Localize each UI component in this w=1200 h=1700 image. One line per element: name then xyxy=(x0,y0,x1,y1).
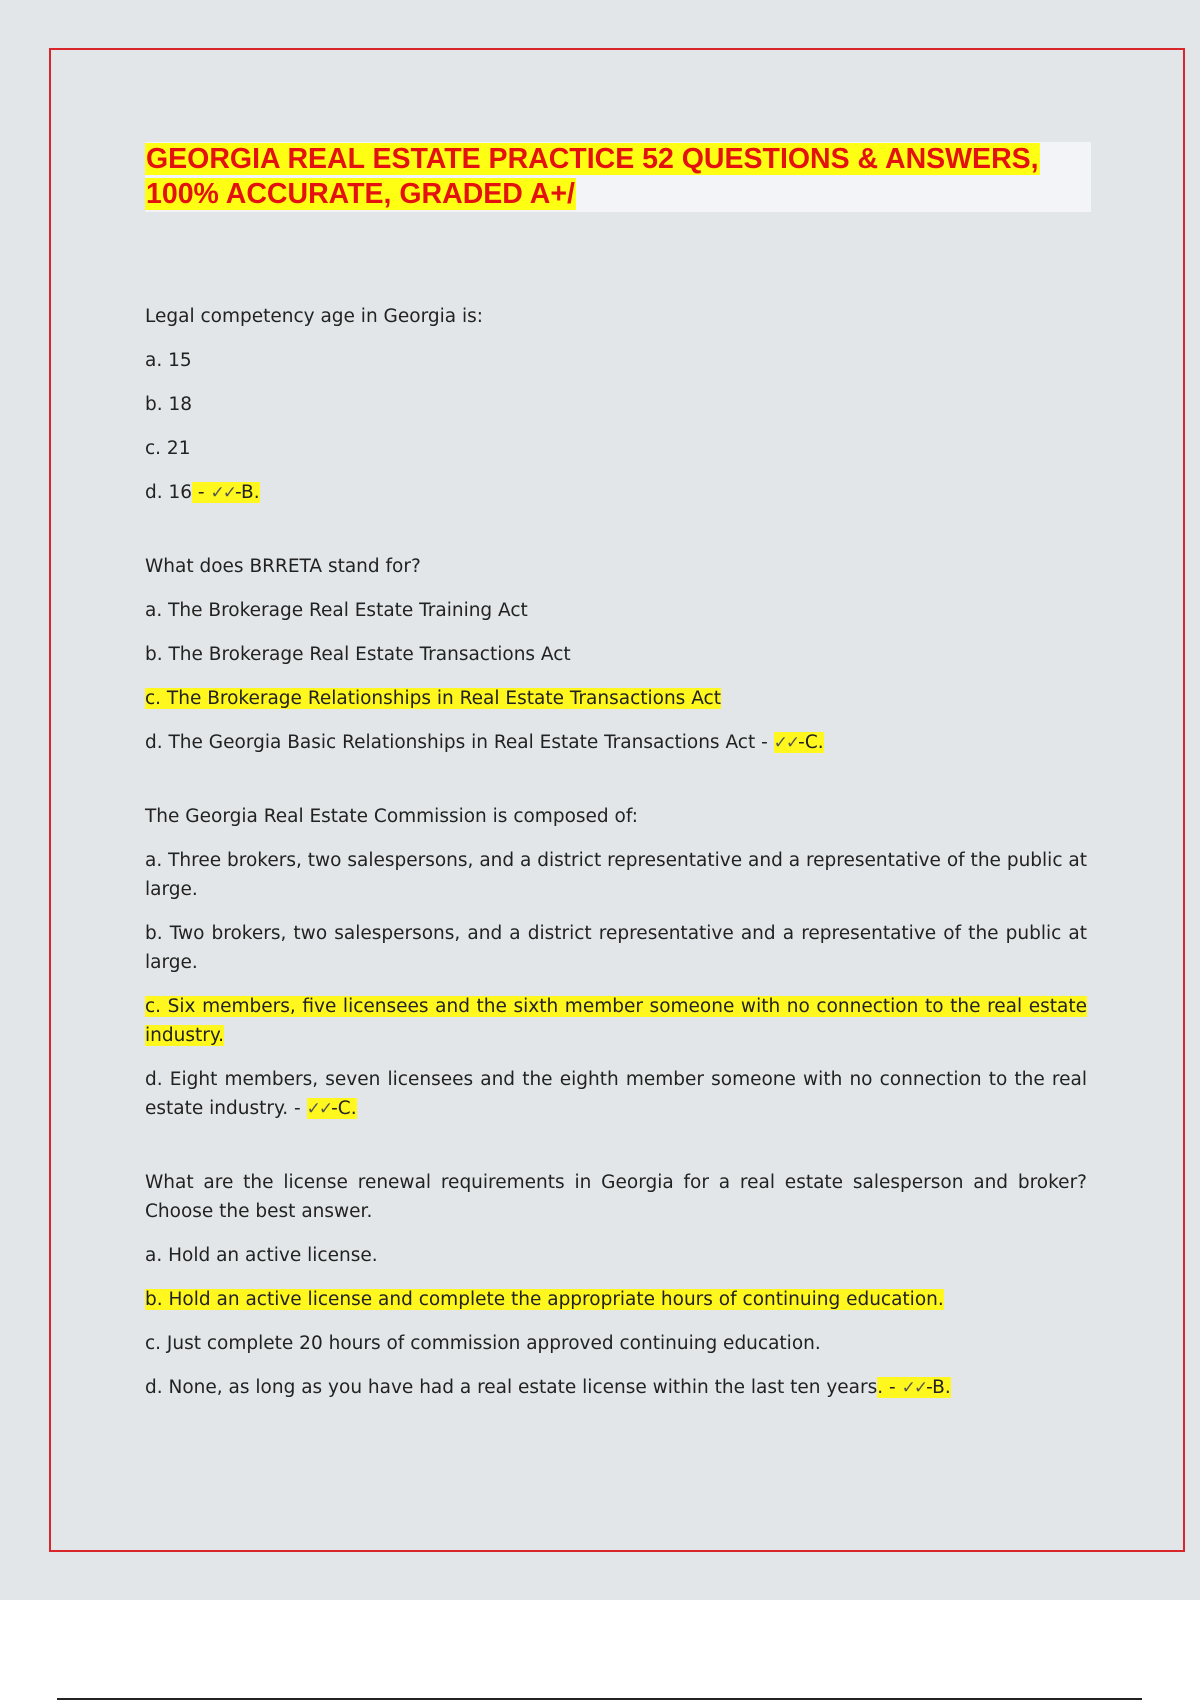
question-text: What are the license renewal requirements in Georgia for a real estate salesperson and broker? Choose the best answer. xyxy=(145,1172,1087,1222)
answer-marker xyxy=(877,1377,950,1398)
option-d-text: d. 16 xyxy=(145,482,193,503)
title-line-1: GEORGIA REAL ESTATE PRACTICE 52 QUESTIONS & ANSWERS, xyxy=(146,143,1039,175)
question-text: The Georgia Real Estate Commission is composed of: xyxy=(145,806,638,827)
option-d xyxy=(145,478,1087,508)
answer-letter: B. xyxy=(241,482,260,503)
answer-letter: C. xyxy=(804,732,824,753)
option-d-text: d. The Georgia Basic Relationships in Real Estate Transactions Act xyxy=(145,732,756,753)
question-text: What does BRRETA stand for? xyxy=(145,556,421,577)
title-line-2: 100% ACCURATE, GRADED A+/ xyxy=(146,178,575,210)
answer-prefix: - xyxy=(755,732,774,753)
option-c xyxy=(145,684,1087,713)
option-b xyxy=(145,1285,1087,1314)
double-check-icon: ✓✓ xyxy=(306,1099,332,1119)
option-b: b. The Brokerage Real Estate Transactions Act xyxy=(145,644,571,665)
questions-content xyxy=(145,302,1087,1447)
answer-letter: B. xyxy=(932,1377,951,1398)
question-1 xyxy=(145,302,1087,508)
question-3 xyxy=(145,802,1087,1124)
answer-letter: C. xyxy=(337,1098,357,1119)
option-c-text: c. Six members, five licensees and the sixth member someone with no connection to the real estate industry. xyxy=(145,996,1087,1046)
option-b-text: b. Hold an active license and complete the appropriate hours of continuing education. xyxy=(145,1289,944,1310)
answer-separator: - xyxy=(234,482,242,503)
double-check-icon: ✓✓ xyxy=(773,733,799,753)
option-c-text: c. The Brokerage Relationships in Real Estate Transactions Act xyxy=(145,688,721,709)
question-2 xyxy=(145,552,1087,758)
option-c: c. Just complete 20 hours of commission approved continuing education. xyxy=(145,1333,821,1354)
option-a: a. 15 xyxy=(145,350,192,371)
double-check-icon: ✓✓ xyxy=(901,1378,927,1398)
question-text: Legal competency age in Georgia is: xyxy=(145,306,483,327)
option-a: a. Three brokers, two salespersons, and a district representative and a representative of the public at large. xyxy=(145,850,1087,900)
double-check-icon: ✓✓ xyxy=(210,483,235,503)
question-4 xyxy=(145,1168,1087,1403)
title-block xyxy=(145,142,1091,212)
answer-prefix: - xyxy=(288,1098,307,1119)
document-title xyxy=(145,142,1091,212)
option-d xyxy=(145,1373,1087,1403)
option-b: b. 18 xyxy=(145,394,193,415)
option-d xyxy=(145,728,1087,758)
option-c: c. 21 xyxy=(145,438,191,459)
option-a: a. Hold an active license. xyxy=(145,1245,378,1266)
answer-separator: - xyxy=(331,1098,338,1119)
answer-separator: - xyxy=(926,1377,933,1398)
option-d-text: d. Eight members, seven licensees and the eighth member someone with no connection to the real estate industry. xyxy=(145,1069,1087,1119)
trailing-period: . xyxy=(877,1377,884,1398)
option-a: a. The Brokerage Real Estate Training Act xyxy=(145,600,528,621)
answer-separator: - xyxy=(798,732,805,753)
answer-marker xyxy=(774,732,824,753)
answer-prefix: - xyxy=(192,482,211,503)
option-b: b. Two brokers, two salespersons, and a district representative and a representative of the public at large. xyxy=(145,923,1087,973)
option-d xyxy=(145,1065,1087,1124)
option-c xyxy=(145,992,1087,1050)
answer-marker xyxy=(192,482,260,503)
answer-marker xyxy=(307,1098,357,1119)
option-d-text: d. None, as long as you have had a real estate license within the last ten years xyxy=(145,1377,878,1398)
answer-prefix: - xyxy=(883,1377,902,1398)
